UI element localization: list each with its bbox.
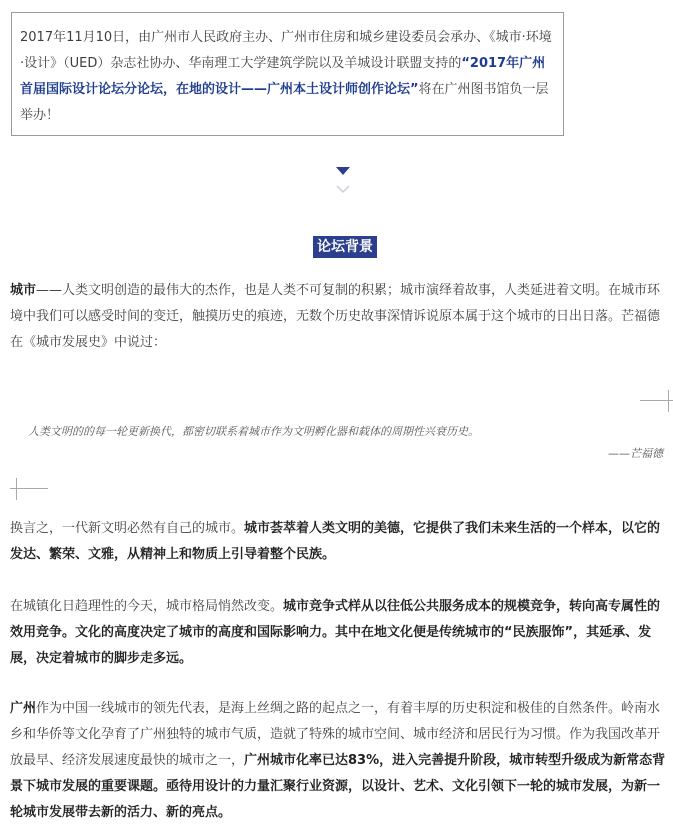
paragraph-bold: 广州城市化率已达83%，进入完善提升阶段，城市转型升级成为新常态背景下城市发展的重要课题。亟待用设计的力量汇聚行业资源，以设计、艺术、文化引领下一轮的城市发展，为新一轮城市发展带去新的活力、新的亮点。 [10,753,666,820]
paragraph-text: ——人类文明创造的最伟大的杰作，也是人类不可复制的积累；城市演绎着故事，人类延进着文明。在城市环境中我们可以感受时间的变迁，触摸历史的痕迹，无数个历史故事深情诉说原本属于这个城市的日出日落。芒福德在《城市发展史》中说过： [10,283,661,350]
paragraph-lead: 城市 [10,283,37,298]
paragraph-bold: 城市荟萃着人类文明的美德，它提供了我们未来生活的一个样本，以它的发达、繁荣、文雅，从精神上和物质上引导着整个民族。 [10,521,661,562]
paragraph-text: 在城镇化日趋理性的今天，城市格局悄然改变。 [10,599,284,614]
paragraph-civilization [10,516,670,568]
down-arrow-icon [333,164,353,204]
intro-text: 2017年11月10日，由广州市人民政府主办、广州市住房和城乡建设委员会承办、《城市·环境·设计》（UED）杂志社协办、华南理工大学建筑学院以及羊城设计联盟支持的 [20,30,552,71]
quote-corner-bottom-left-vertical [16,478,17,500]
paragraph-bold: 城市竞争式样从以往低公共服务成本的规模竞争，转向高专属性的效用竞争。文化的高度决定了城市的高度和国际影响力。其中在地文化便是传统城市的“民族服饰”，其延承、发展，决定着城市的脚步走多远。 [10,599,661,666]
quote-author: ——芒福德 [608,447,663,460]
quote-corner-top-right-vertical [668,390,669,412]
paragraph-urbanization [10,594,670,672]
intro-box [11,12,564,136]
forum-title-highlight: “2017年广州首届国际设计论坛分论坛，在地的设计——广州本土设计师创作论坛” [20,56,546,97]
quote-block [0,388,673,498]
paragraph-text: 作为中国一线城市的领先代表，是海上丝绸之路的起点之一，有着丰厚的历史积淀和极佳的自然条件。岭南水乡和华侨等文化孕育了广州独特的城市气质，造就了特殊的城市空间、城市经济和居民行为习惯。作为我国改革开放最早、经济发展速度最快的城市之一， [10,701,661,768]
paragraph-guangzhou [10,696,670,826]
section-title: 论坛背景 [313,236,377,258]
paragraph-text: 换言之，一代新文明必然有自己的城市。 [10,521,245,536]
quote-text: 人类文明的的每一轮更新换代，都密切联系着城市作为文明孵化器和载体的周期性兴衰历史。 [28,425,479,438]
intro-text-end: 将在广州图书馆负一层举办！ [20,82,549,123]
paragraph-lead: 广州 [10,701,37,716]
paragraph-city [10,278,670,356]
